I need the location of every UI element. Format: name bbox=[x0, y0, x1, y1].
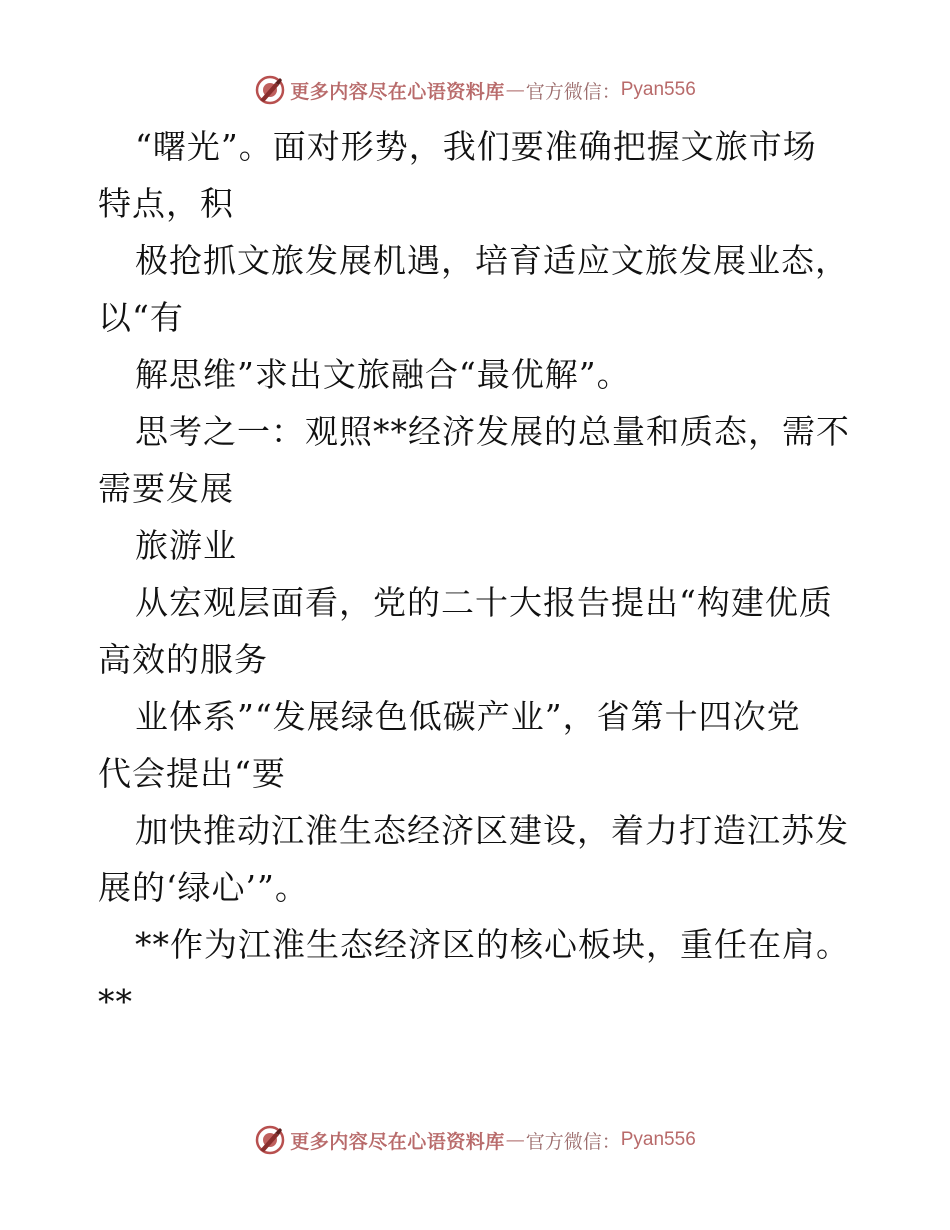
section-heading: 需要发展 bbox=[98, 469, 234, 508]
body-line: 展的‘绿心’”。 bbox=[98, 868, 309, 907]
banner-separator: — bbox=[505, 79, 525, 101]
banner-wechat-label: 官方微信： bbox=[525, 1130, 621, 1153]
section-heading: 旅游业 bbox=[135, 526, 237, 565]
body-line: “曙光”。面对形势，我们要准确把握文旅市场 bbox=[135, 127, 817, 166]
body-line: 代会提出“要 bbox=[98, 754, 286, 793]
body-line: 高效的服务 bbox=[98, 640, 268, 679]
body-line: 以“有 bbox=[98, 298, 184, 337]
footer-banner bbox=[0, 1120, 950, 1160]
body-line: 加快推动江淮生态经济区建设，着力打造江苏发 bbox=[135, 811, 849, 850]
body-line: ** bbox=[98, 982, 133, 1021]
banner-title: 更多内容尽在心语资料库 bbox=[290, 80, 505, 103]
banner-wechat-id: Pyan556 bbox=[620, 79, 696, 100]
banner-wechat-label: 官方微信： bbox=[525, 80, 621, 103]
banner-separator: — bbox=[505, 1129, 525, 1151]
body-line: 解思维”求出文旅融合“最优解”。 bbox=[135, 355, 631, 394]
pen-logo-icon bbox=[254, 1124, 286, 1156]
banner-title: 更多内容尽在心语资料库 bbox=[290, 1130, 505, 1153]
banner-wechat-id: Pyan556 bbox=[620, 1129, 696, 1150]
pen-logo-icon bbox=[254, 74, 286, 106]
section-heading: 思考之一：观照**经济发展的总量和质态，需不 bbox=[135, 412, 850, 451]
body-line: 极抢抓文旅发展机遇，培育适应文旅发展业态， bbox=[135, 241, 849, 280]
body-line: 从宏观层面看，党的二十大报告提出“构建优质 bbox=[135, 583, 833, 622]
header-banner bbox=[0, 70, 950, 110]
body-line: **作为江淮生态经济区的核心板块，重任在肩。 bbox=[135, 925, 850, 964]
body-line: 业体系”“发展绿色低碳产业”，省第十四次党 bbox=[135, 697, 801, 736]
body-line: 特点，积 bbox=[98, 184, 234, 223]
document-body bbox=[98, 118, 858, 1030]
